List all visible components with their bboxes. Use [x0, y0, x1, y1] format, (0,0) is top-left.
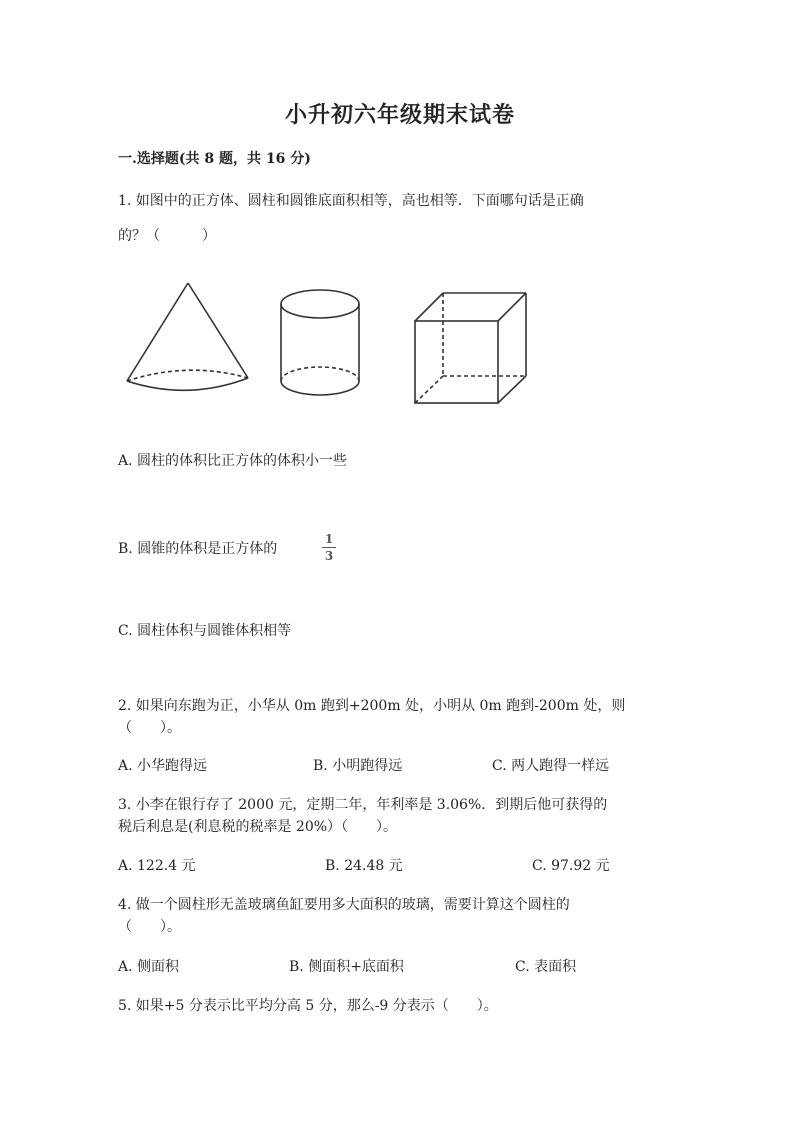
cone-figure: [127, 283, 248, 390]
question-2-option-a: A. 小华跑得远: [118, 758, 208, 774]
question-2-option-c: C. 两人跑得一样远: [492, 758, 610, 774]
fraction-denominator: 3: [324, 549, 334, 563]
question-3-option-c: C. 97.92 元: [532, 858, 610, 874]
question-4-option-a: A. 侧面积: [118, 959, 180, 975]
cube-figure: [415, 293, 526, 403]
question-1-line-1: 1. 如图中的正方体、圆柱和圆锥底面积相等，高也相等．下面哪句话是正确: [118, 193, 584, 209]
question-3-option-a: A. 122.4 元: [118, 858, 196, 874]
question-2-line-2: （ ）。: [118, 720, 181, 736]
question-1-line-2: 的？（ ）: [118, 228, 216, 244]
question-4-option-c: C. 表面积: [515, 959, 577, 975]
solids-figure: [118, 276, 538, 411]
question-3-option-b: B. 24.48 元: [325, 858, 403, 874]
question-4-line-2: （ ）。: [118, 919, 181, 935]
question-3-line-1: 3. 小李在银行存了 2000 元，定期二年，年利率是 3.06%．到期后他可获得的: [118, 797, 608, 813]
question-1-option-b: B. 圆锥的体积是正方体的: [118, 541, 278, 557]
question-3-line-2: 税后利息是(利息税的税率是 20%）（ ）。: [118, 819, 398, 835]
question-2-option-b: B. 小明跑得远: [313, 758, 403, 774]
question-4-option-b: B. 侧面积+底面积: [289, 959, 404, 975]
fraction-bar: [322, 547, 336, 548]
section-heading: 一.选择题(共 8 题，共 16 分): [118, 151, 311, 167]
question-1-option-c: C. 圆柱体积与圆锥体积相等: [118, 623, 292, 639]
question-2-line-1: 2. 如果向东跑为正，小华从 0m 跑到+200m 处，小明从 0m 跑到-200m 处，则: [118, 698, 626, 714]
fraction-one-third: [322, 532, 336, 563]
page-title: 小升初六年级期末试卷: [284, 102, 515, 128]
question-5-line-1: 5. 如果+5 分表示比平均分高 5 分，那么-9 分表示（ ）。: [118, 998, 498, 1014]
question-1-option-a: A. 圆柱的体积比正方体的体积小一些: [118, 453, 348, 469]
fraction-numerator: 1: [324, 532, 334, 546]
question-4-line-1: 4. 做一个圆柱形无盖玻璃鱼缸要用多大面积的玻璃，需要计算这个圆柱的: [118, 897, 570, 913]
cylinder-figure: [281, 290, 359, 395]
